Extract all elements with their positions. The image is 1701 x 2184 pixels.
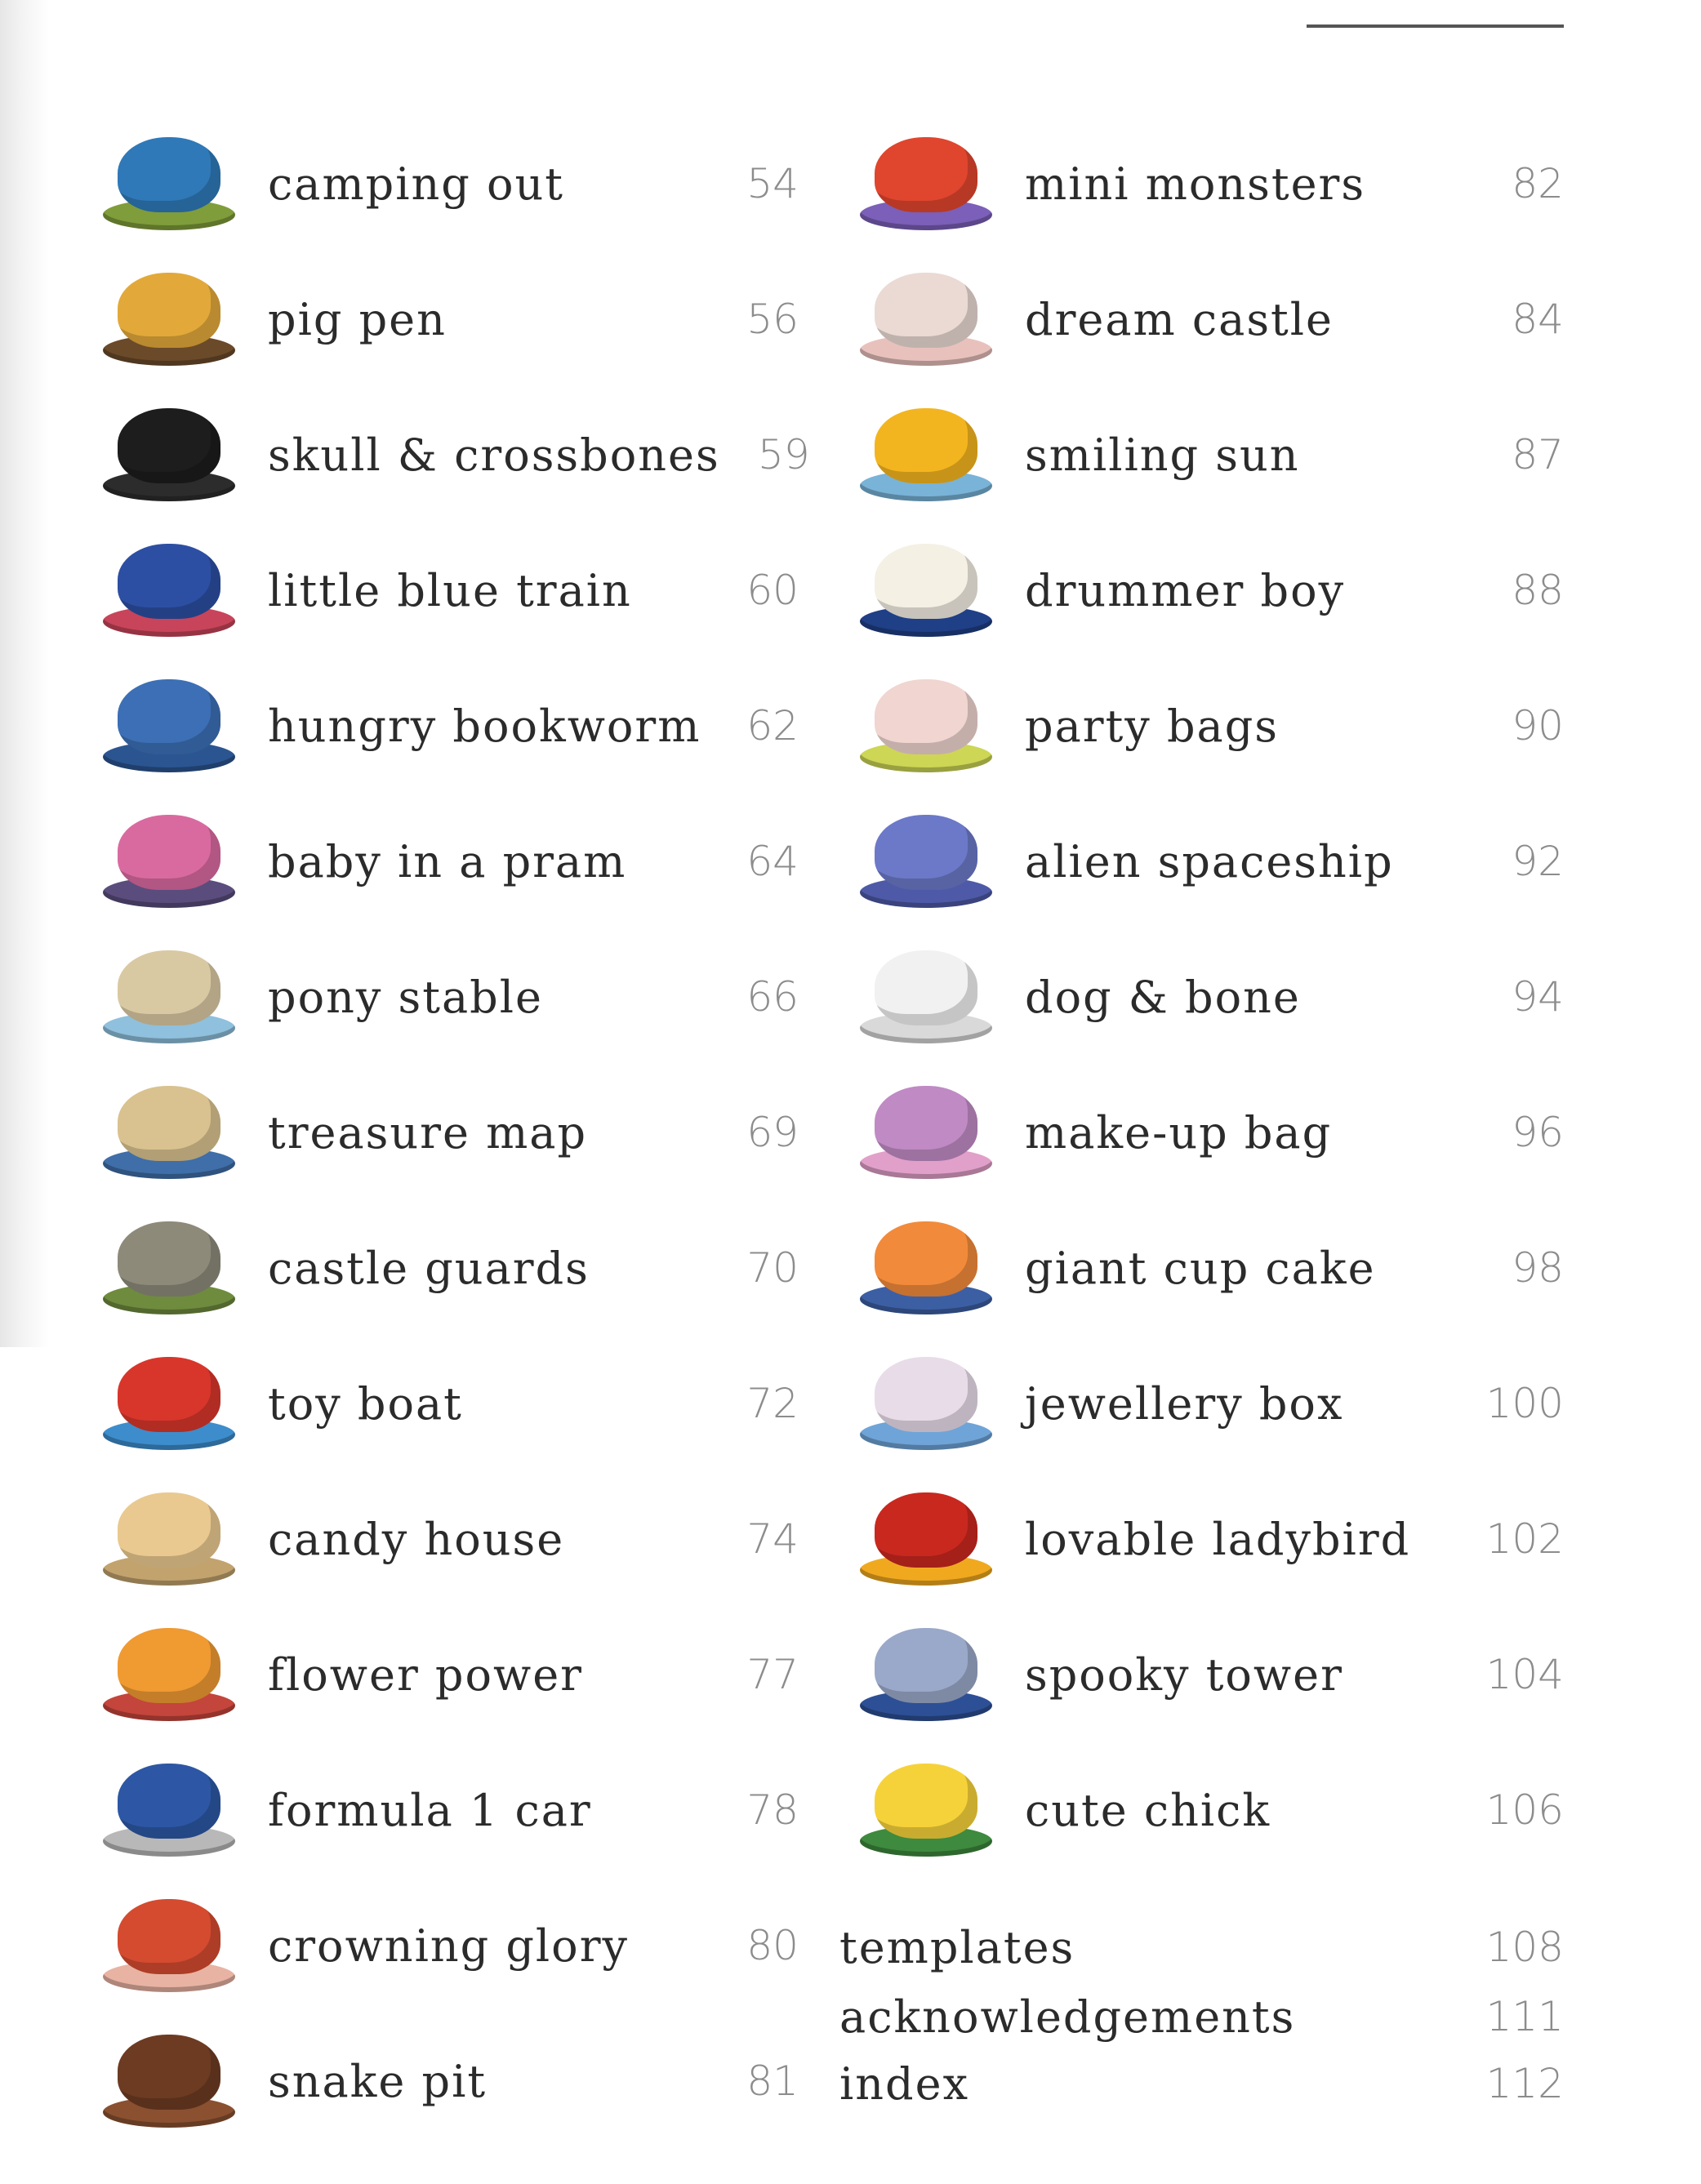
entry-page-number: 70 [746,1244,799,1292]
entry-page-number: 82 [1512,160,1564,207]
entry-title: lovable ladybird [1025,1513,1411,1565]
cake-body [118,408,220,483]
cake-body [875,950,977,1025]
entry-page-number: 96 [1512,1109,1564,1156]
entry-title: spooky tower [1025,1648,1343,1701]
snake-pit-cake-icon [96,2020,243,2142]
toc-entry[interactable] [96,1342,799,1465]
entry-title: jewellery box [1025,1377,1344,1430]
entry-title: pony stable [268,971,543,1023]
cake-body [875,1086,977,1161]
train-cake-icon [96,529,243,652]
cake-body [118,815,220,890]
toc-entry[interactable] [853,258,1564,380]
entry-page-number: 111 [1485,1993,1564,2040]
boat-cake-icon [96,1342,243,1465]
entry-page-number: 74 [746,1515,799,1563]
toc-entry[interactable] [853,1478,1564,1600]
cake-body [118,137,220,212]
back-matter-entry[interactable] [839,1984,1564,2049]
entry-page-number: 56 [746,296,799,343]
toc-entry[interactable] [96,258,799,380]
entry-page-number: 106 [1485,1786,1564,1834]
toc-entry[interactable] [853,936,1564,1058]
entry-title: candy house [268,1513,565,1565]
race-car-cake-icon [96,1749,243,1871]
toc-entry[interactable] [96,1207,799,1329]
entry-page-number: 60 [746,567,799,614]
cake-body [875,1492,977,1568]
toc-entry[interactable] [96,122,799,245]
candy-house-cake-icon [96,1478,243,1600]
dog-cake-icon [853,936,1000,1058]
entry-title: treasure map [268,1106,588,1159]
entry-title: drummer boy [1025,564,1346,616]
toc-entry[interactable] [853,122,1564,245]
toc-entry[interactable] [96,1478,799,1600]
entry-page-number: 66 [746,973,799,1021]
back-matter-entry[interactable] [839,2051,1564,2116]
entry-page-number: 84 [1512,296,1564,343]
toc-entry[interactable] [853,665,1564,787]
sun-cake-icon [853,394,1000,516]
monsters-cake-icon [853,122,1000,245]
castle-cake-icon [96,1207,243,1329]
entry-page-number: 59 [758,431,810,478]
flower-cake-icon [96,1613,243,1736]
entry-page-number: 104 [1485,1651,1564,1698]
entry-page-number: 90 [1512,702,1564,749]
cake-body [875,408,977,483]
entry-title: mini monsters [1025,158,1366,210]
toc-entry[interactable] [96,1613,799,1736]
header-rule [1307,24,1564,28]
pig-pen-cake-icon [96,258,243,380]
page-gutter-shadow [0,0,49,1347]
book-cake-icon [96,665,243,787]
entry-page-number: 81 [746,2057,799,2105]
dream-castle-cake-icon [853,258,1000,380]
entry-page-number: 64 [746,838,799,885]
entry-title: skull & crossbones [268,429,720,481]
cake-body [118,1492,220,1568]
entry-title: snake pit [268,2055,488,2107]
entry-title: castle guards [268,1242,590,1294]
entry-page-number: 108 [1485,1924,1564,1971]
back-matter-entry[interactable] [839,1915,1564,1980]
toc-entry[interactable] [853,529,1564,652]
cake-body [118,544,220,619]
cake-body [875,1628,977,1703]
toc-entry[interactable] [853,1071,1564,1194]
entry-page-number: 69 [746,1109,799,1156]
toc-entry[interactable] [96,1071,799,1194]
entry-title: camping out [268,158,564,210]
entry-page-number: 88 [1512,567,1564,614]
toc-entry[interactable] [96,529,799,652]
entry-page-number: 78 [746,1786,799,1834]
entry-title: flower power [268,1648,583,1701]
entry-page-number: 94 [1512,973,1564,1021]
toc-entry[interactable] [96,800,799,923]
cake-body [118,2035,220,2110]
entry-title: cute chick [1025,1784,1271,1836]
cake-body [118,1357,220,1432]
jewellery-box-cake-icon [853,1342,1000,1465]
makeup-bag-cake-icon [853,1071,1000,1194]
toc-entry[interactable] [96,2020,799,2142]
toc-entry[interactable] [853,1613,1564,1736]
cake-body [875,273,977,348]
entry-title: party bags [1025,700,1279,752]
pram-cake-icon [96,800,243,923]
entry-title: crowning glory [268,1919,630,1972]
entry-title: dog & bone [1025,971,1301,1023]
entry-page-number: 77 [746,1651,799,1698]
entry-title: formula 1 car [268,1784,592,1836]
crown-cake-icon [96,1884,243,2007]
tent-cake-icon [96,122,243,245]
cake-body [118,1086,220,1161]
toc-entry[interactable] [96,1884,799,2007]
entry-title: alien spaceship [1025,835,1394,887]
toc-entry[interactable] [96,665,799,787]
entry-title: toy boat [268,1377,463,1430]
spaceship-cake-icon [853,800,1000,923]
entry-title: hungry bookworm [268,700,701,752]
cake-body [875,1221,977,1297]
entry-page-number: 72 [746,1380,799,1427]
cake-body [875,137,977,212]
toc-entry[interactable] [853,1207,1564,1329]
toc-entry[interactable] [853,800,1564,923]
entry-title: giant cup cake [1025,1242,1376,1294]
entry-page-number: 87 [1512,431,1564,478]
cake-body [875,1357,977,1432]
cake-body [118,1628,220,1703]
entry-title: templates [839,1921,1075,1973]
entry-page-number: 102 [1485,1515,1564,1563]
chick-cake-icon [853,1749,1000,1871]
cake-body [118,679,220,754]
cake-body [875,815,977,890]
toc-entry[interactable] [96,936,799,1058]
entry-title: pig pen [268,293,447,345]
cake-body [118,1221,220,1297]
entry-page-number: 92 [1512,838,1564,885]
entry-page-number: 54 [746,160,799,207]
cake-body [875,679,977,754]
entry-title: make-up bag [1025,1106,1333,1159]
entry-title: dream castle [1025,293,1334,345]
cake-body [118,950,220,1025]
cake-body [118,273,220,348]
cake-body [118,1899,220,1974]
map-cake-icon [96,1071,243,1194]
entry-title: index [839,2057,970,2110]
toc-entry[interactable] [96,394,810,516]
tower-cake-icon [853,1613,1000,1736]
entry-page-number: 112 [1485,2060,1564,2107]
cake-body [875,544,977,619]
ladybird-cake-icon [853,1478,1000,1600]
cupcake-cake-icon [853,1207,1000,1329]
stable-cake-icon [96,936,243,1058]
toc-entry[interactable] [853,394,1564,516]
entry-title: baby in a pram [268,835,627,887]
toc-entry[interactable] [96,1749,799,1871]
entry-page-number: 100 [1485,1380,1564,1427]
drum-cake-icon [853,529,1000,652]
toc-entry[interactable] [853,1342,1564,1465]
entry-page-number: 62 [746,702,799,749]
entry-page-number: 98 [1512,1244,1564,1292]
entry-title: acknowledgements [839,1991,1296,2043]
skull-cake-icon [96,394,243,516]
party-bags-cake-icon [853,665,1000,787]
entry-title: little blue train [268,564,632,616]
entry-title: smiling sun [1025,429,1300,481]
cake-body [875,1764,977,1839]
toc-entry[interactable] [853,1749,1564,1871]
entry-page-number: 80 [746,1922,799,1969]
cake-body [118,1764,220,1839]
